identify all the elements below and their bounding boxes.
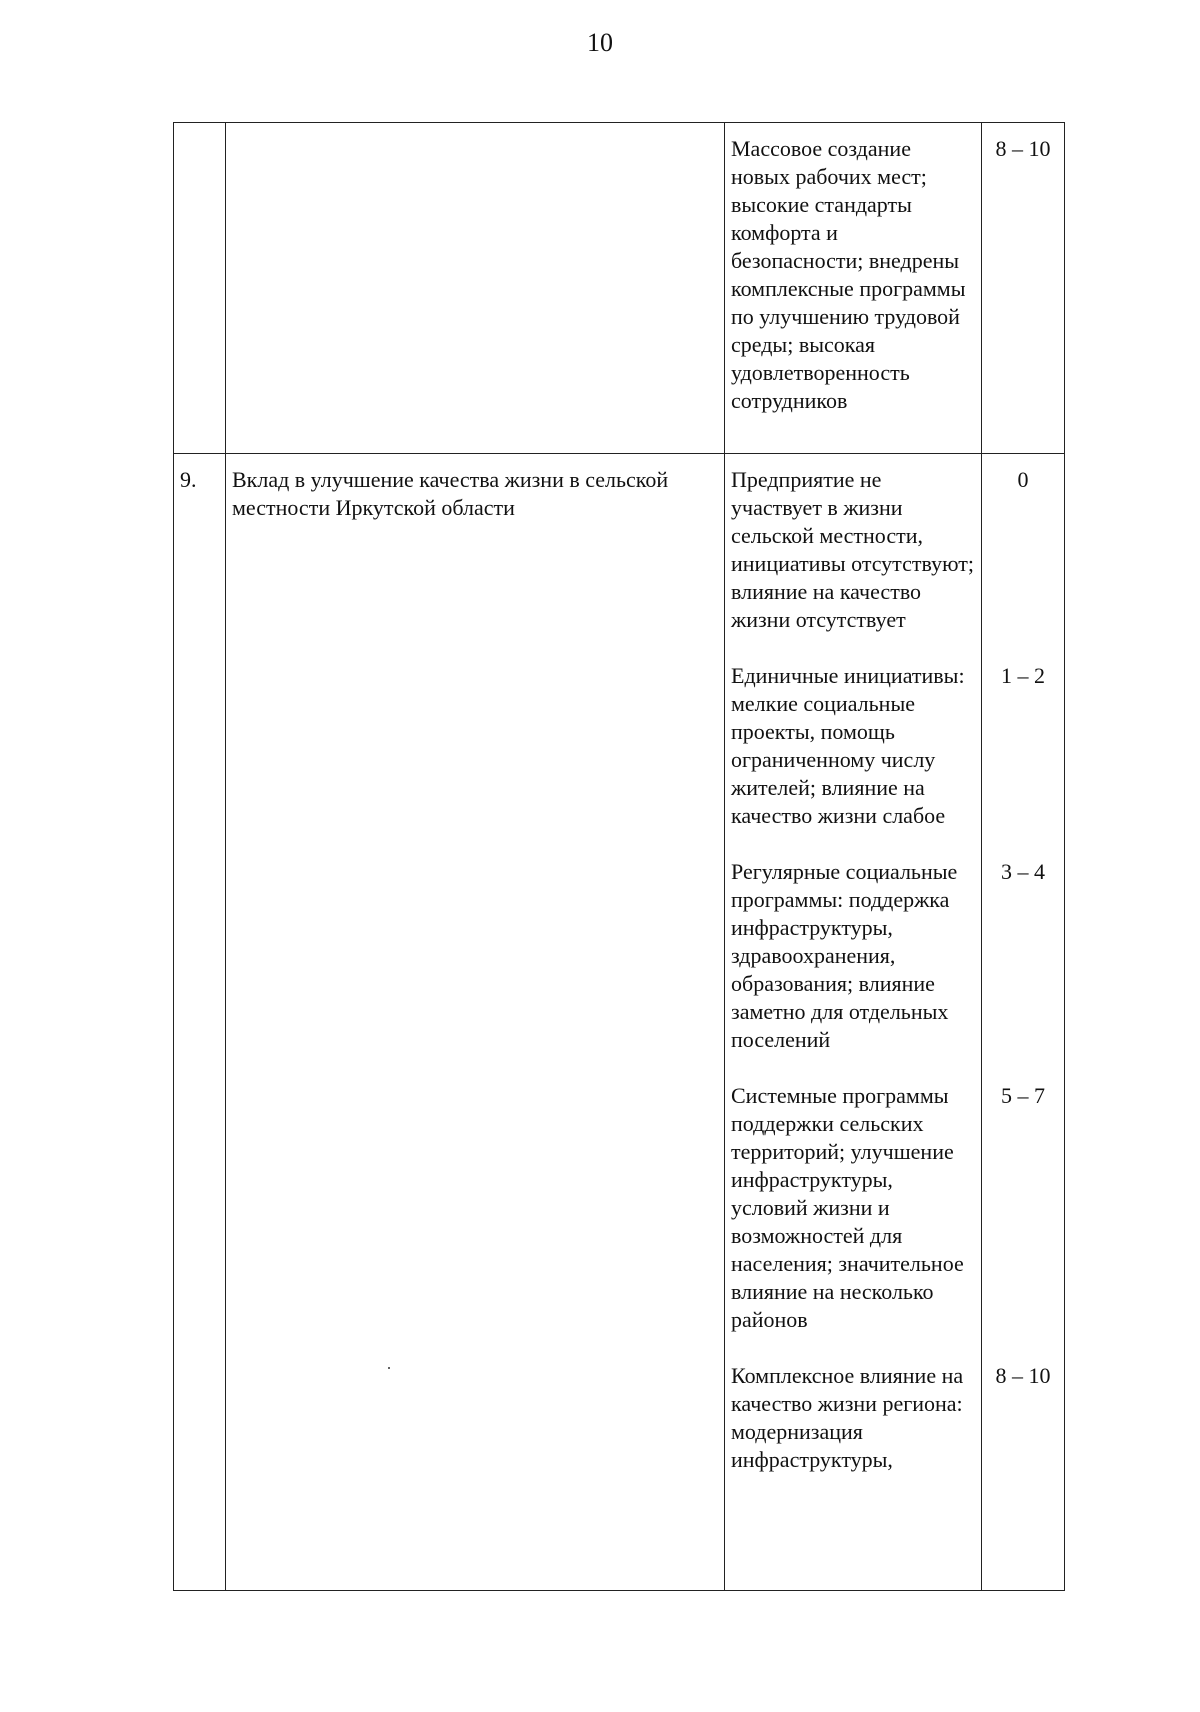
scan-speck [388, 1367, 390, 1369]
level-description: Регулярные социальные программы: поддержка инфраструктуры, здравоохранения, образования; влияние заметно для отдельных поселений [731, 859, 958, 1052]
criterion-cell [226, 454, 725, 1591]
table-row [174, 123, 1065, 454]
page-number: 10 [587, 28, 613, 57]
row-number-cell [174, 454, 226, 1591]
table-row [174, 454, 1065, 1591]
criteria-table [173, 122, 1065, 1591]
level-score: 8 – 10 [995, 1363, 1051, 1388]
level-score: 5 – 7 [1001, 1083, 1045, 1108]
level-description: Системные программы поддержки сельских территорий; улучшение инфраструктуры, условий жизни и возможностей для населения; значительное влияние на несколько районов [731, 1083, 964, 1332]
row-number: 9. [180, 467, 197, 492]
level-score: 1 – 2 [1001, 663, 1045, 688]
level-score-cell [982, 454, 1065, 1591]
level-score-cell [982, 123, 1065, 454]
level-description: Массовое создание новых рабочих мест; высокие стандарты комфорта и безопасности; внедрены комплексные программы по улучшению трудовой среды; высокая удовлетворенность сотрудников [731, 136, 966, 413]
level-description-cell [725, 123, 982, 454]
level-score: 0 [1017, 467, 1029, 492]
level-description: Единичные инициативы: мелкие социальные проекты, помощь ограниченному числу жителей; влияние на качество жизни слабое [731, 663, 965, 828]
row-number-cell [174, 123, 226, 454]
level-score: 8 – 10 [995, 136, 1051, 161]
level-score: 3 – 4 [1001, 859, 1045, 884]
level-description: Предприятие не участвует в жизни сельской местности, инициативы отсутствуют; влияние на качество жизни отсутствует [731, 467, 974, 632]
level-description-cell [725, 454, 982, 1591]
criterion-text: Вклад в улучшение качества жизни в сельской местности Иркутской области [232, 467, 669, 520]
level-description: Комплексное влияние на качество жизни региона: модернизация инфраструктуры, [731, 1363, 964, 1472]
criterion-cell [226, 123, 725, 454]
